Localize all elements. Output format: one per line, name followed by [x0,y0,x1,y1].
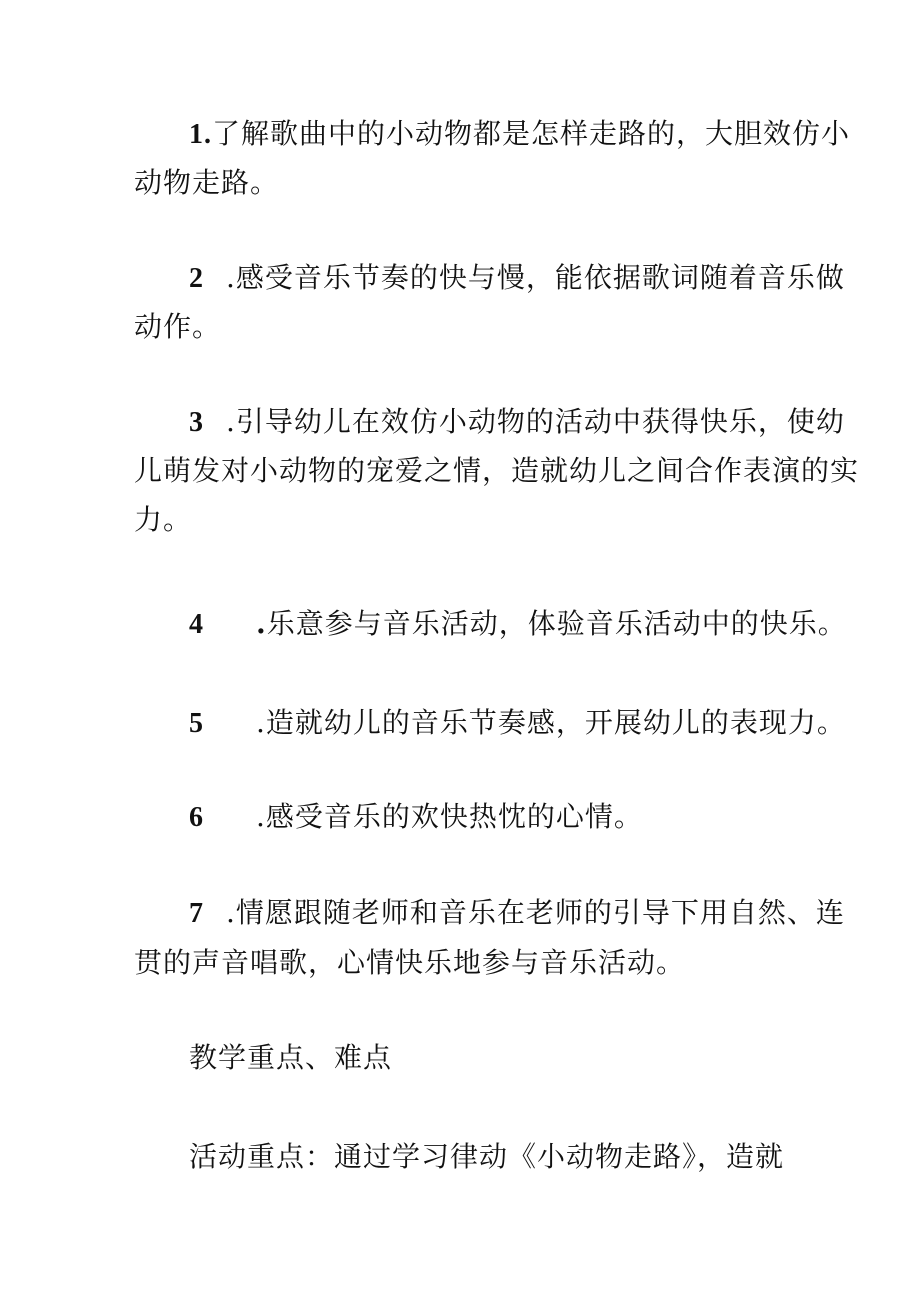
item-7-number: 7 [189,898,204,929]
item-7-line-2: 贯的声音唱歌，心情快乐地参与音乐活动。 [134,946,686,979]
item-3-line-1 [189,402,845,443]
focus-line: 活动重点：通过学习律动《小动物走路》，造就 [189,1140,785,1173]
item-4-dot: . [256,607,267,640]
item-6-text: 感受音乐的欢快热忱的心情。 [265,800,643,833]
item-4-text: 乐意参与音乐活动，体验音乐活动中的快乐。 [266,607,847,640]
item-1-number: 1. [189,119,212,150]
item-1-line-2: 动物走路。 [134,166,280,199]
item-1-line-1 [189,114,850,155]
item-4-line-1 [189,604,847,645]
item-3-text: 引导幼儿在效仿小动物的活动中获得快乐，使幼 [235,405,845,438]
item-2-line-1 [189,258,845,299]
section-heading: 教学重点、难点 [189,1041,393,1074]
item-5-dot: . [256,706,266,739]
item-5-text: 造就幼儿的音乐节奏感，开展幼儿的表现力。 [265,706,846,739]
item-3-line-2: 儿萌发对小动物的宠爱之情，造就幼儿之间合作表演的实 [134,454,860,487]
item-5-number: 5 [189,708,204,739]
item-2-number: 2 [189,263,204,294]
item-6-dot: . [256,800,266,833]
item-6-number: 6 [189,802,204,833]
item-7-text: 情愿跟随老师和音乐在老师的引导下用自然、连 [235,896,845,929]
item-4-number: 4 [189,609,204,640]
item-5-line-1 [189,703,846,744]
item-7-dot: . [226,896,236,929]
item-2-dot: . [226,261,236,294]
item-2-line-2: 动作。 [134,310,222,343]
item-2-text: 感受音乐节奏的快与慢，能依据歌词随着音乐做 [235,261,845,294]
item-1-text: 了解歌曲中的小动物都是怎样走路的，大胆效仿小 [212,117,851,150]
item-3-line-3: 力。 [134,503,193,536]
item-6-line-1 [189,797,643,838]
item-3-dot: . [226,405,236,438]
item-7-line-1 [189,893,845,934]
item-3-number: 3 [189,407,204,438]
